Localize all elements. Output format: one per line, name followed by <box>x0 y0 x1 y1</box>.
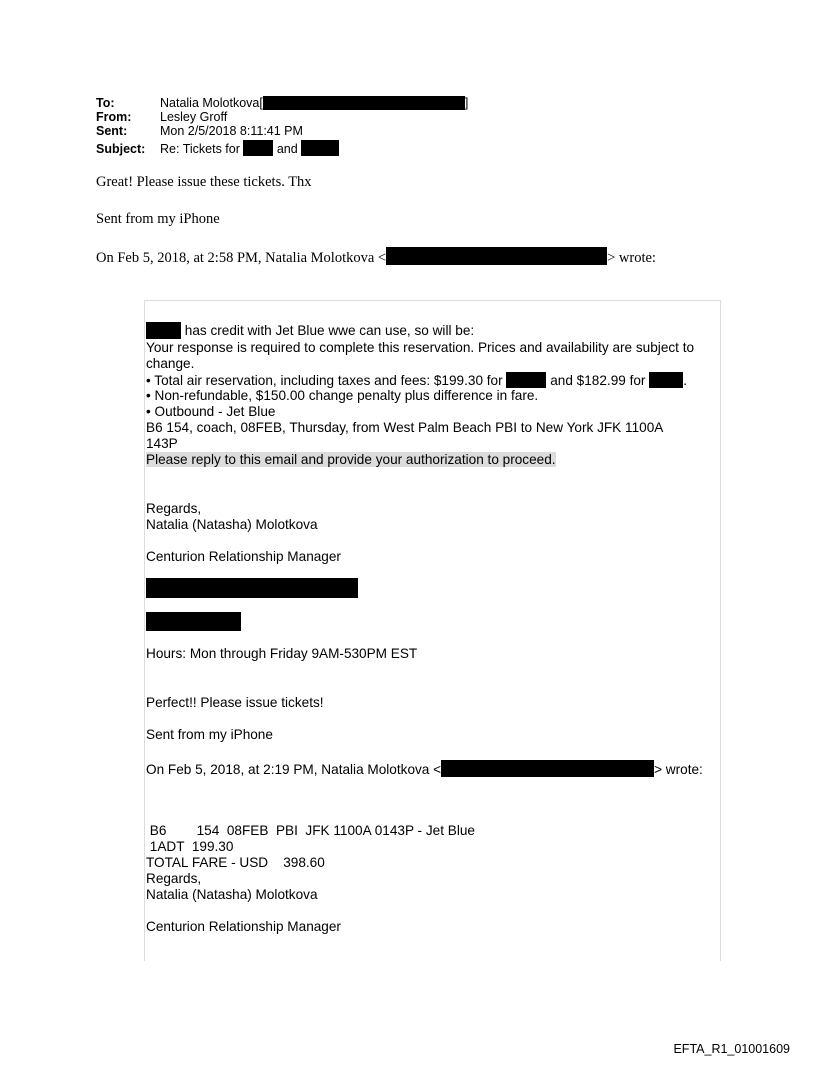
sent-label: Sent: <box>96 124 128 138</box>
bullet-outbound: • Outbound - Jet Blue <box>146 404 276 419</box>
authorization-request <box>146 452 556 468</box>
to-value: Natalia Molotkova[ <box>160 96 263 110</box>
regards-2: Regards, <box>146 871 202 886</box>
flight-line: B6 154, coach, 08FEB, Thursday, from West Palm Beach PBI to New York JFK 1100A <box>146 420 664 435</box>
from-label: From: <box>96 110 132 124</box>
attribution-suffix: > wrote: <box>607 250 656 266</box>
itinerary-line: B6 154 08FEB PBI JFK 1100A 0143P - Jet Blue <box>146 823 475 838</box>
quote-attribution <box>96 247 656 267</box>
header-to-row <box>96 96 468 110</box>
signature-title-2: Centurion Relationship Manager <box>146 919 341 934</box>
signature-name: Natalia (Natasha) Molotkova <box>146 517 318 532</box>
header-sent-row <box>96 124 303 138</box>
nested-attribution-prefix: On Feb 5, 2018, at 2:19 PM, Natalia Molotkova < <box>146 762 442 777</box>
response-line-cont: change. <box>146 356 195 371</box>
to-label: To: <box>96 96 115 110</box>
sent-from-line: Sent from my iPhone <box>146 727 273 742</box>
bullet1-end: . <box>683 373 688 388</box>
itinerary-fare-line: 1ADT 199.30 <box>146 839 234 854</box>
regards: Regards, <box>146 501 202 516</box>
credit-text: has credit with Jet Blue wwe can use, so will be: <box>184 323 475 338</box>
bullet-total-air <box>146 372 687 389</box>
redaction-bar <box>263 96 465 110</box>
redaction-bar <box>386 247 607 265</box>
attribution-prefix: On Feb 5, 2018, at 2:58 PM, Natalia Molotkova < <box>96 250 387 266</box>
bullet1-mid: and $182.99 for <box>550 373 646 388</box>
nested-attribution <box>146 760 703 778</box>
flight-line-cont: 143P <box>146 436 178 451</box>
subject-mid: and <box>276 142 298 156</box>
bullet-non-refundable: • Non-refundable, $150.00 change penalty plus difference in fare. <box>146 388 539 403</box>
to-close: ] <box>464 96 469 110</box>
redaction-bar <box>243 140 273 156</box>
redaction-bar <box>649 372 683 388</box>
redaction-bar <box>441 760 654 777</box>
signature-title: Centurion Relationship Manager <box>146 549 341 564</box>
redaction-bar <box>301 140 339 156</box>
response-line: Your response is required to complete this reservation. Prices and availability are subject to <box>146 340 695 355</box>
bullet1-prefix: • Total air reservation, including taxes and fees: $199.30 for <box>146 373 503 388</box>
office-hours: Hours: Mon through Friday 9AM-530PM EST <box>146 646 418 661</box>
authorization-text: Please reply to this email and provide your authorization to proceed. <box>146 452 556 467</box>
header-from-row <box>96 110 227 124</box>
subject-label: Subject: <box>96 142 146 156</box>
document-id: EFTA_R1_01001609 <box>673 1042 790 1056</box>
nested-attribution-suffix: > wrote: <box>654 762 703 777</box>
subject-prefix: Re: Tickets for <box>160 142 240 156</box>
redaction-bar <box>146 612 241 631</box>
reply-line: Great! Please issue these tickets. Thx <box>96 174 312 190</box>
redaction-bar <box>146 322 181 339</box>
header-subject-row <box>96 140 339 154</box>
sent-value: Mon 2/5/2018 8:11:41 PM <box>160 124 303 138</box>
perfect-line: Perfect!! Please issue tickets! <box>146 695 324 710</box>
redaction-bar <box>506 372 546 388</box>
reply-signature: Sent from my iPhone <box>96 211 220 227</box>
total-fare: TOTAL FARE - USD 398.60 <box>146 855 325 870</box>
redaction-bar <box>146 578 358 598</box>
signature-name-2: Natalia (Natasha) Molotkova <box>146 887 318 902</box>
from-value: Lesley Groff <box>160 110 228 124</box>
credit-line <box>146 322 474 339</box>
